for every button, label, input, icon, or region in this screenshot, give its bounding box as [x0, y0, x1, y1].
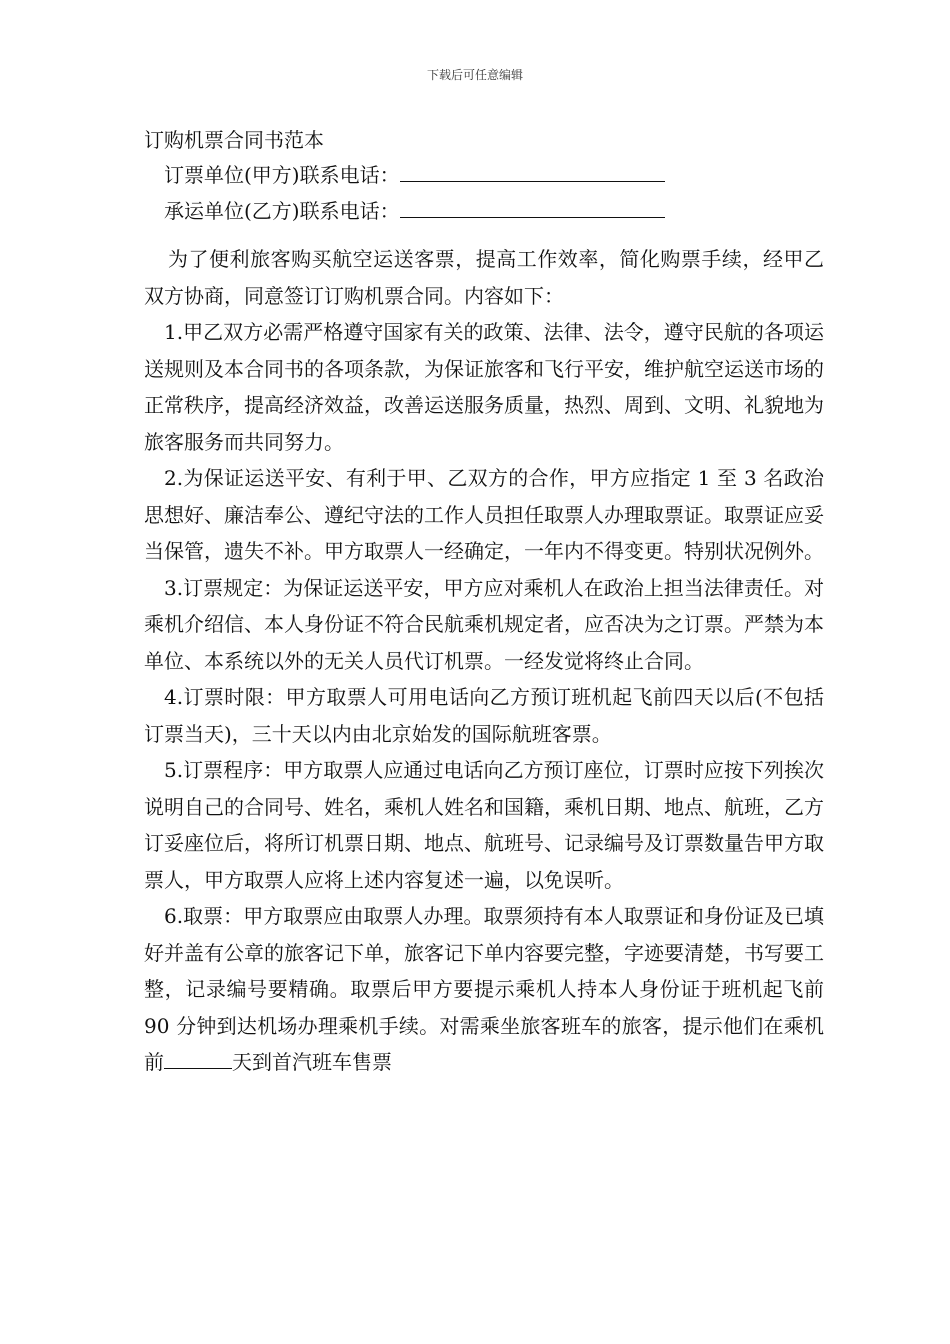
page-header-note: 下载后可任意编辑 [426, 68, 523, 82]
clause-5: 5.订票程序：甲方取票人应通过电话向乙方预订座位，订票时应按下列挨次说明自己的合同号、姓名，乘机人姓名和国籍，乘机日期、地点、航班，乙方订妥座位后，将所订机票日期、地点、航班号、记录编号及订票数量告甲方取票人，甲方取票人应将上述内容复述一遍，以免误听。 [144, 758, 824, 892]
clause-4: 4.订票时限：甲方取票人可用电话向乙方预订班机起飞前四天以后(不包括订票当天)，三十天以内由北京始发的国际航班客票。 [144, 685, 824, 746]
intro-paragraph: 为了便利旅客购买航空运送客票，提高工作效率，简化购票手续，经甲乙双方协商，同意签订订购机票合同。内容如下： [144, 247, 824, 308]
party-b-contact-line [144, 193, 824, 229]
clause-6-text-after-blank: 天到首汽班车售票 [232, 1050, 392, 1074]
party-b-label: 承运单位(乙方)联系电话： [164, 199, 400, 223]
clause-2: 2.为保证运送平安、有利于甲、乙双方的合作，甲方应指定 1 至 3 名政治思想好、廉洁奉公、遵纪守法的工作人员担任取票人办理取票证。取票证应妥当保管，遗失不补。甲方取票人一经确定，一年内不得变更。特别状况例外。 [144, 466, 824, 563]
days-blank [164, 1048, 232, 1069]
clause-3: 3.订票规定：为保证运送平安，甲方应对乘机人在政治上担当法律责任。对乘机介绍信、本人身份证不符合民航乘机规定者，应否决为之订票。严禁为本单位、本系统以外的无关人员代订机票。一经发觉将终止合同。 [144, 575, 824, 673]
clause-6-text-before-blank: 6.取票：甲方取票应由取票人办理。取票须持有本人取票证和身份证及已填好并盖有公章的旅客记下单，旅客记下单内容要完整，字迹要清楚，书写要工整，记录编号要精确。取票后甲方要提示乘机人持本人身份证于班机起飞前 90 分钟到达机场办理乘机手续。对需乘坐旅客班车的旅客，提示他们在乘机前 [144, 904, 824, 1074]
party-a-label: 订票单位(甲方)联系电话： [164, 163, 400, 187]
document-title: 订购机票合同书范本 [144, 128, 324, 152]
party-b-phone-blank [400, 195, 665, 218]
clause-6 [144, 898, 824, 1081]
clause-1: 1.甲乙双方必需严格遵守国家有关的政策、法律、法令，遵守民航的各项运送规则及本合同书的各项条款，为保证旅客和飞行平安，维护航空运送市场的正常秩序，提高经济效益，改善运送服务质量，热烈、周到、文明、礼貌地为旅客服务而共同努力。 [144, 320, 824, 454]
party-a-contact-line [144, 157, 824, 193]
party-a-phone-blank [400, 159, 665, 182]
document-body [144, 123, 824, 1081]
